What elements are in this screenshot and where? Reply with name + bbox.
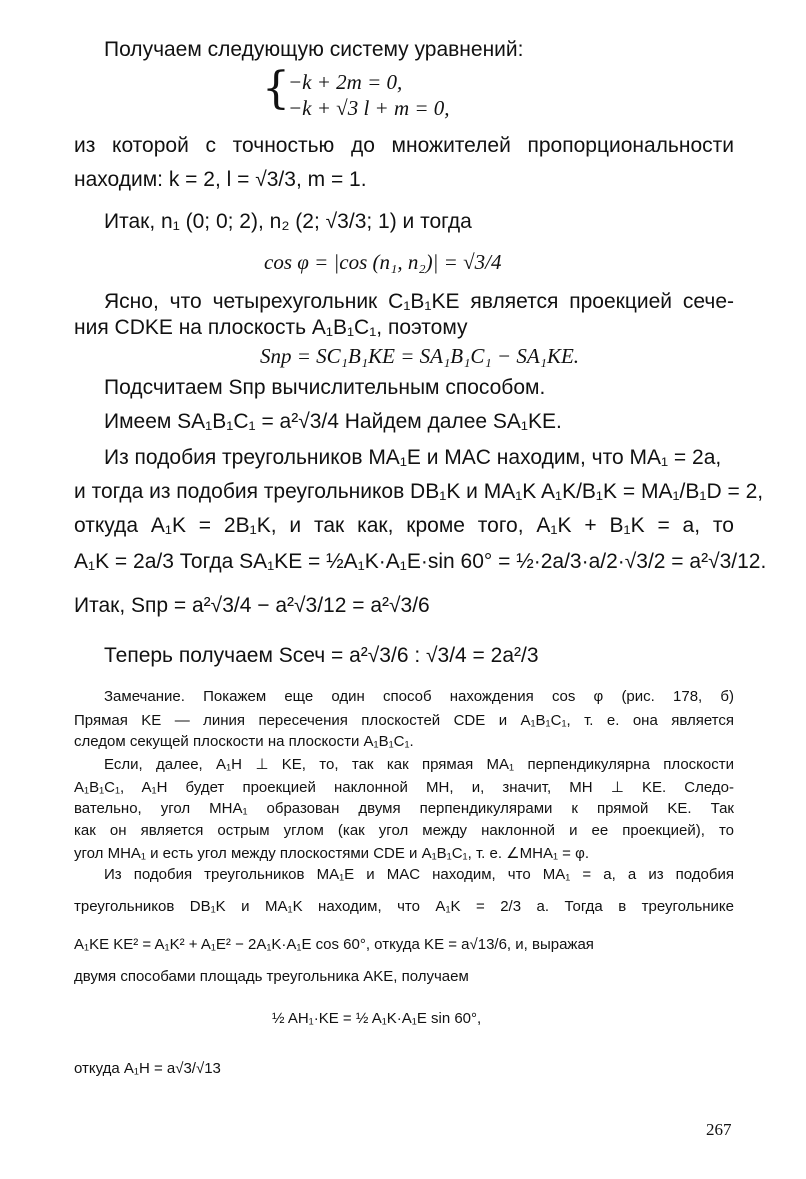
paragraph-line: откуда A₁K = 2B₁K, и так как, кроме того, A₁K + B₁K = a, то [74, 514, 734, 537]
paragraph-line: и тогда из подобия треугольников DB₁K и MA₁K A₁K/B₁K = MA₁/B₁D = 2, [74, 480, 764, 503]
equation-line-2: −k + √3 l + m = 0, [288, 96, 450, 120]
note-line: откуда A₁H = a√3/√13 [74, 1060, 221, 1077]
formula-line: cos φ = |cos (n₁, n₂)| = √3/4 [264, 250, 502, 274]
equation-line-1: −k + 2m = 0, [288, 70, 403, 94]
system-brace: { [262, 63, 290, 114]
paragraph-line: находим: k = 2, l = √3/3, m = 1. [74, 168, 367, 191]
paragraph-line: Ясно, что четырехугольник C₁B₁KE является проекцией сече- [104, 290, 734, 313]
note-line: Если, далее, A₁H ⊥ KE, то, так как прямая MA₁ перпендикулярна плоскости [104, 756, 734, 773]
note-line: Прямая KE — линия пересечения плоскостей CDE и A₁B₁C₁, т. е. она является [74, 712, 734, 729]
paragraph-line: Теперь получаем Sсеч = a²√3/6 : √3/4 = 2a²/3 [104, 644, 539, 667]
paragraph-line: ния CDKE на плоскость A₁B₁C₁, поэтому [74, 316, 468, 339]
paragraph-intro: Получаем следующую систему уравнений: [104, 38, 524, 61]
paragraph-line: Итак, n₁ (0; 0; 2), n₂ (2; √3/3; 1) и тогда [104, 210, 472, 233]
note-line: как он является острым углом (как угол между наклонной и ее проекцией), то [74, 822, 734, 839]
note-line: A₁KE KE² = A₁K² + A₁E² − 2A₁K·A₁E cos 60°, откуда KE = a√13/6, и, выражая [74, 936, 594, 953]
note-line: угол MHA₁ и есть угол между плоскостями CDE и A₁B₁C₁, т. е. ∠MHA₁ = φ. [74, 845, 589, 862]
paragraph-line: из которой с точностью до множителей пропорциональности [74, 134, 734, 157]
paragraph-line: Из подобия треугольников MA₁E и MAC находим, что MA₁ = 2a, [104, 446, 722, 469]
formula-line: Sпр = SC₁B₁KE = SA₁B₁C₁ − SA₁KE. [260, 344, 580, 368]
note-line: Из подобия треугольников MA₁E и MAC находим, что MA₁ = a, а из подобия [104, 866, 734, 883]
note-line: A₁B₁C₁, A₁H будет проекцией наклонной MH, и, значит, MH ⊥ KE. Следо- [74, 779, 734, 796]
paragraph-line: Имеем SA₁B₁C₁ = a²√3/4 Найдем далее SA₁KE. [104, 410, 562, 433]
page-number: 267 [706, 1120, 732, 1139]
note-line: вательно, угол MHA₁ образован двумя перпендикулярами к прямой KE. Так [74, 800, 734, 817]
note-line: следом секущей плоскости на плоскости A₁B₁C₁. [74, 733, 414, 750]
note-formula: ½ AH₁·KE = ½ A₁K·A₁E sin 60°, [272, 1010, 482, 1027]
paragraph-line: Итак, Sпр = a²√3/4 − a²√3/12 = a²√3/6 [74, 594, 430, 617]
note-line: треугольников DB₁K и MA₁K находим, что A₁K = 2/3 a. Тогда в треугольнике [74, 898, 734, 915]
note-line: двумя способами площадь треугольника AKE, получаем [74, 968, 469, 985]
paragraph-line: Подсчитаем Sпр вычислительным способом. [104, 376, 546, 399]
paragraph-line: A₁K = 2a/3 Тогда SA₁KE = ½A₁K·A₁E·sin 60° = ½·2a/3·a/2·√3/2 = a²√3/12. [74, 550, 767, 573]
note-line: Замечание. Покажем еще один способ нахождения cos φ (рис. 178, б) [104, 688, 734, 705]
